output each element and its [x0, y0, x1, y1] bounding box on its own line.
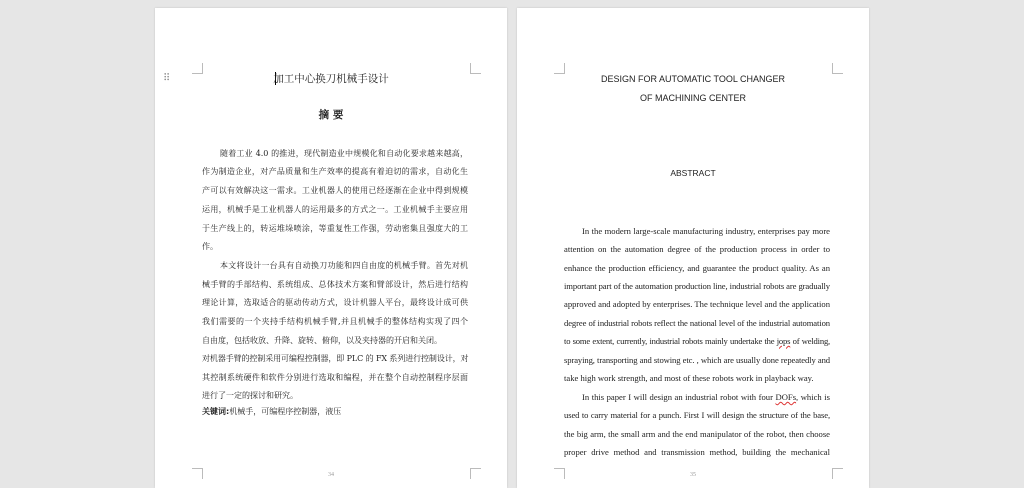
paragraph-line: 自由度，包括收放、升降、旋转、俯仰，以及夹持器的开启和关闭。 — [202, 336, 442, 345]
page-number: 35 — [690, 472, 696, 478]
paragraph-line: 本文将设计一台具有自动换刀功能和四自由度的机械手臂。首先对机 — [220, 261, 468, 270]
paragraph-line: to some extent, currently, industrial robots mainly undertake the jops of welding, — [564, 336, 830, 346]
english-title-line1: DESIGN FOR AUTOMATIC TOOL CHANGER — [600, 74, 786, 84]
paragraph-line: 作为制造企业，对产品质量和生产效率的提高有着迫切的需求，自动化生 — [202, 167, 468, 176]
spellcheck-underline[interactable]: DOFs — [775, 392, 797, 402]
keywords-label: 关键词: — [202, 407, 230, 416]
paragraph-line: degree of industrial robots reflect the national level of the industrial automation — [564, 318, 830, 328]
drag-handle-icon[interactable]: ⠿ — [163, 73, 170, 84]
paragraph-line: enhance the production efficiency, and guarantee the product quality. As an — [564, 263, 830, 273]
english-title-line2: OF MACHINING CENTER — [639, 93, 746, 103]
abstract-heading: 摘 要 — [318, 109, 344, 121]
paragraph-line: In the modern large-scale manufacturing industry, enterprises pay more — [582, 226, 830, 236]
paragraph-line: 产可以有效解决这一需求。工业机器人的使用已经逐渐在企业中得到规模 — [202, 186, 468, 195]
paragraph-line: 于生产线上的，转运堆垛喷涂，等重复性工作强，劳动密集且强度大的工 — [202, 224, 468, 233]
document-page-35[interactable] — [517, 8, 869, 488]
spellcheck-underline[interactable]: jops — [776, 336, 791, 346]
paragraph-line: 对机器手臂的控制采用可编程控制器，即 PLC 的 FX 系列进行控制设计，对 — [202, 354, 469, 363]
margin-corner — [554, 63, 565, 74]
paragraph-line: 随着工业 4.0 的推进，现代制造业中规模化和自动化要求越来越高， — [220, 149, 468, 158]
keywords — [202, 405, 468, 419]
keywords-text: 机械手，可编程序控制器，液压 — [229, 407, 342, 416]
paragraph-line: important part of the automation production line, industrial robots are gradually — [564, 281, 830, 291]
paragraph-line: used to carry material for a punch. First I will design the structure of the base, — [564, 410, 830, 420]
paragraph-line: 械手臂的手部结构、系统组成、总体技术方案和臂部设计，然后进行结构 — [202, 280, 468, 289]
paragraph-line: 运用，机械手是工业机器人的运用最多的方式之一。工业机械手主要应用 — [202, 205, 468, 214]
paragraph-line: 作。 — [202, 242, 218, 251]
paragraph-line: take high work strength, and most of these robots work in playback way. — [564, 373, 814, 383]
paragraph-line: the big arm, the small arm and the end manipulator of the robot, then choose — [564, 429, 830, 439]
document-title: 加工中心换刀机械手设计 — [273, 73, 389, 85]
page-number: 34 — [328, 472, 334, 478]
paragraph-line: attention on the automation degree of the production process in order to — [564, 244, 830, 254]
paragraph-line: 进行了一定的探讨和研究。 — [202, 391, 298, 400]
paragraph-line: 理论计算，选取适合的驱动传动方式，设计机器人平台，最终设计成可供 — [202, 298, 468, 307]
paragraph-line: spraying, transporting and stowing etc. , which are usually done repeatedly and — [564, 355, 830, 365]
paragraph-line: approved and adopted by enterprises. The technique level and the application — [564, 299, 830, 309]
paragraph-line: In this paper I will design an industrial robot with four DOFs, which is — [582, 392, 830, 402]
paragraph-line: 我们需要的一个夹持手结构机械手臂,并且机械手的整体结构实现了四个 — [202, 317, 468, 326]
paragraph-line: proper drive method and transmission method, building the mechanical — [564, 447, 830, 457]
paragraph-line: 其控制系统硬件和软件分别进行选取和编程，并在整个自动控制程序层面 — [202, 373, 468, 382]
document-page-34[interactable] — [155, 8, 507, 488]
abstract-heading-en: ABSTRACT — [670, 168, 716, 178]
margin-corner — [832, 63, 843, 74]
